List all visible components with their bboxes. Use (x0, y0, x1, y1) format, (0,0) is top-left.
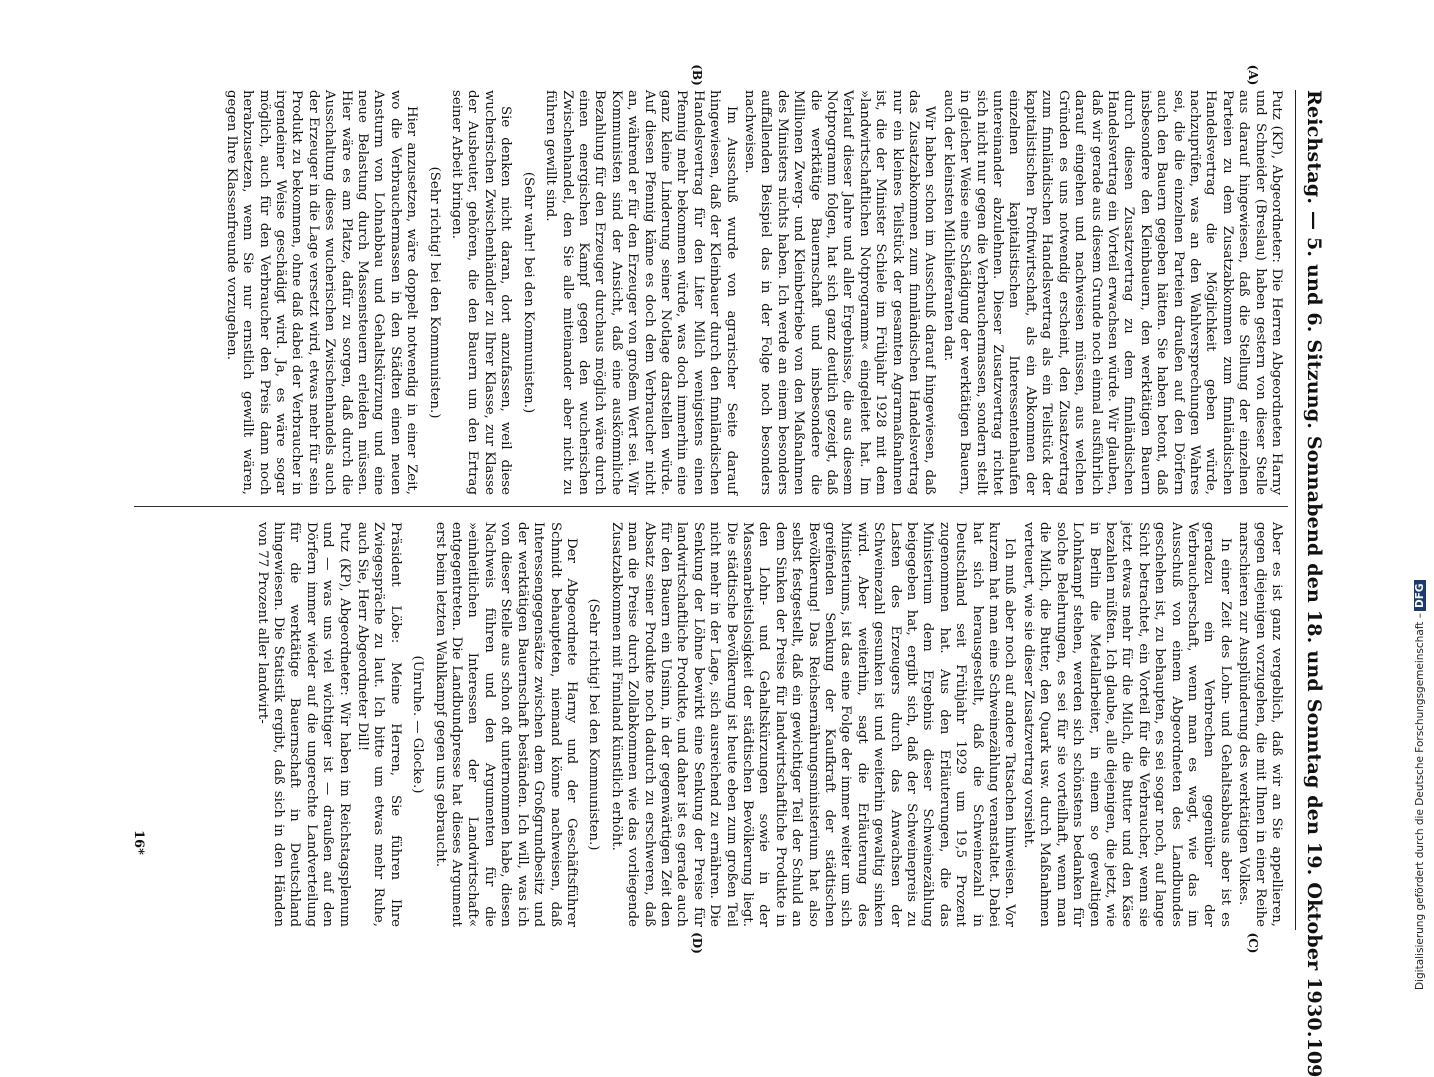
rotated-document-page (104, 60, 1344, 1077)
paragraph: Hier anzusetzen, wäre doppelt notwendig in einer Zeit, wo die Verbrauchermassen in den Städten einen neuen Ansturm von Lohnabbau und Gehaltskürzung und eine neue Belastung durch Massensteuern erleiden müssen. Hier wäre es am Platze, dafür zu sorgen, daß durch die Ausschaltung dieses wucherischen Zwischenhandels auch der Erzeuger in die Lage versetzt wird, etwas mehr für sein Produkt zu bekommen, ohne daß dabei der Verbraucher in irgendeiner Weise geschädigt wird. Ja, es wäre sogar möglich, auch für den Verbraucher den Preis dann noch herabzusetzen, wenn Sie nur ernstlich gewillt wären, gegen Ihre Klassenfreunde vorzugehen. (223, 90, 420, 495)
interjection: (Sehr richtig! bei den Kommunisten.) (426, 166, 442, 419)
margin-marker-a: (A) (1246, 64, 1260, 86)
dfg-logo: DFG (1414, 581, 1426, 612)
paragraph: Ich muß aber noch auf andere Tatsachen hinweisen. Vor kurzem hat man eine Schweinezählung veranstaltet. Dabei hat sich herausgestellt, daß die Schweinezahl in Deutschland seit Frühjahr 1929 um 19,5 Prozent zugenommen hat. Aus den Erläuterungen, die das Ministerium dem Ergebnis dieser Schweinezählung beigegeben hat, ergibt sich, daß der Schweinepreis zu Lasten des Erzeugers durch das Anwachsen der Schweinezahl gesunken ist und weiterhin gewaltig sinken wird. Aber weiterhin, sagt die Erläuterung des Ministeriums, ist das eine Folge der immer weiter um sich greifenden Senkung der Kaufkraft der städtischen Bevölkerung! Das Reichsernährungsministerium hat also selbst festgestellt, daß ein gewichtiger Teil der Schuld an dem Sinken der Preise für landwirtschaftliche Produkte in den Lohn- und Gehaltskürzungen sowie in der Massenarbeitslosigkeit der städtischen Bevölkerung liegt. Die städtische Bevölkerung ist heute eben zum großen Teil nicht mehr in der Lage, sich ausreichend zu ernähren. Die Senkung der Löhne bewirkt eine Senkung der Preise für landwirtschaftliche Produkte, und daher ist es gerade auch für den Bauern ein Unsinn, in der gegenwärtigen Zeit den Absatz seiner Produkte noch dadurch zu erschweren, daß man die Preise durch Zollabkommen wie das vorliegende Zusatzabkommen mit Finnland künstlich erhöht. (608, 522, 1018, 927)
credit-text: Digitalisierung gefördert durch die Deutsche Forschungsgemeinschaft – (1414, 613, 1426, 990)
paragraph: Im Ausschuß wurde von agrarischer Seite darauf hingewiesen, daß der Kleinbauer durch den finnländischen Handelsvertrag für den Liter Milch wenigstens einen Pfennig mehr bekommen würde, was doch immerhin eine ganz kleine Linderung seiner Notlage darstellen würde. Auf diesen Pfennig käme es doch dem Verbraucher nicht an, während er für den Erzeuger von großem Wert sei. Wir Kommunisten sind der Ansicht, daß eine auskömmliche Bezahlung für den Erzeuger durchaus möglich wäre durch einen energischen Kampf gegen den wucherischen Zwischenhandel, den Sie alle miteinander aber nicht zu führen gewillt sind. (543, 90, 739, 495)
paragraph: Sie denken nicht daran, dort anzufassen, weil diese wucherischen Zwischenhändler zu Ihrer Klasse, zur Klasse der Ausbeuter, gehören, die den Bauern um den Ertrag seiner Arbeit bringen. (449, 90, 514, 495)
margin-marker-b: (B) (690, 64, 704, 86)
paragraph: Aber es ist ganz vergeblich, daß wir an Sie appellieren, gegen diejenigen vorzugehen, die mit Ihnen in einer Reihe marschieren zur Ausplünderung des werktätigen Volkes. (1236, 522, 1284, 927)
paragraph: Putz (KP), Abgeordneter: Wir haben im Reichstagsplenum und — was uns viel wichtiger ist — draußen auf den Dörfern immer wieder auf die ungerechte Landverteilung für die werktätige Bauernschaft in Deutschland hingewiesen. Die Statistik ergibt, daß sich in den Händen von 77 Prozent aller landwirt- (254, 522, 352, 927)
paragraph: Putz (KP), Abgeordneter: Die Herren Abgeordneten Harny und Schneider (Breslau) haben gestern von dieser Stelle aus darauf hingewiesen, daß die Stellung der einzelnen Parteien zu dem Zusatzabkommen zum finnländischen Handelsvertrag die Möglichkeit geben würde, nachzuprüfen, was an den Wahlversprechungen Wahres sei, die die einzelnen Parteien draußen auf den Dörfern auch den Bauern gegeben hätten. Sie haben betont, daß insbesondere den Kleinbauern, den werktätigen Bauern durch diesen Zusatzvertrag zu dem finnländischen Handelsvertrag ein Vorteil erwachsen würde. Wir glauben, daß wir gerade aus diesem Grunde noch einmal ausführlich darauf eingehen und nachweisen müssen, aus welchen Gründen es uns notwendig erscheint, den Zusatzvertrag zum finnländischen Handelsvertrag als ein Teilstück der kapitalistischen Profitwirtschaft, als ein Abkommen der einzelnen kapitalistischen Interessentenhaufen untereinander abzulehnen. Dieser Zusatzvertrag richtet sich nicht nur gegen die Verbrauchermassen, sondern stellt in gleicher Weise eine Schädigung der werktätigen Bauern, auch der kleinsten Milchlieferanten dar. (940, 90, 1284, 495)
page-title: Reichstag. — 5. und 6. Sitzung. Sonnabend den 18. und Sonntag den 19. Oktober 1930. (1303, 90, 1325, 1038)
paragraph: Wir haben schon im Ausschuß darauf hingewiesen, daß das Zusatzabkommen zum finnländischen Handelsvertrag nur ein kleines Teilstück der gesamten Agrarmaßnahmen ist, die der Minister Schiele im Frühjahr 1928 mit dem »landwirtschaftlichen Notprogramm« eingeleitet hat. Im Verlauf dieser Jahre und aller Ergebnisse, die aus diesem Notprogramm folgen, hat sich ganz deutlich gezeigt, daß die werktätige Bauernschaft und insbesondere die Millionen Zwerg- und Kleinbetriebe von den Maßnahmen des Ministers nichts haben. Ich werde an einem besonders auffallenden Beispiel das in der Folge noch besonders nachweisen. (742, 90, 938, 495)
left-column (220, 90, 1284, 495)
header-rule (1295, 90, 1296, 930)
interjection: (Sehr richtig! bei den Kommunisten.) (586, 598, 602, 851)
paragraph: In einer Zeit des Lohn- und Gehaltsabbaus aber ist es geradezu ein Verbrechen gegenüber der Verbraucherschaft, wenn man es wagt, wie das im Ausschuß von einem Abgeordneten des Landbundes geschehen ist, zu behaupten, es sei sogar noch, auf lange Sicht betrachtet, ein Vorteil für die Verbraucher, wenn sie jetzt etwas mehr für die Milch, die Butter und den Käse bezahlen müßten. Ich glaube, alle diejenigen, die jetzt, wie in Berlin die Metallarbeiter, in einem so gewaltigen Lohnkampf stehen, werden sich schönstens bedanken für solche Belehrungen, es sei für sie vorteilhaft, wenn man die Milch, die Butter, den Quark usw. durch Maßnahmen verteuert, wie sie dieser Zusatzvertrag vorsieht. (1020, 522, 1233, 927)
running-head (1300, 90, 1328, 1077)
signature-mark: 16* (131, 830, 146, 855)
column-divider (134, 506, 1288, 507)
page-number: 109 (1303, 1037, 1325, 1077)
margin-marker-c: (C) (1246, 932, 1260, 954)
digitization-credit (1414, 10, 1426, 990)
margin-marker-d: (D) (690, 932, 704, 954)
interjection: (Unruhe. — Glocke.) (410, 655, 426, 794)
right-column (251, 522, 1284, 927)
interjection: (Sehr wahr! bei den Kommunisten.) (520, 171, 536, 414)
paragraph: Präsident Löbe: Meine Herren, Sie führen Ihre Zwiegespräche zu laut. Ich bitte um etwas mehr Ruhe, auch Sie, Herr Abgeordneter Dill! (355, 522, 403, 927)
paragraph: Der Abgeordnete Harny und der Geschäftsführer Schmidt behaupteten, niemand könne nachweisen, daß Interessengegensätze zwischen dem Großgrundbesitz und der werktätigen Bauernschaft beständen. Ich will, was ich von dieser Stelle aus schon oft unternommen habe, diesen Nachweis führen und den Argumenten für die »einheitlichen Interessen der Landwirtschaft« entgegentreten. Die Landbundpresse hat dieses Argument erst beim letzten Wahlkampf gegen uns gebraucht. (432, 522, 579, 927)
